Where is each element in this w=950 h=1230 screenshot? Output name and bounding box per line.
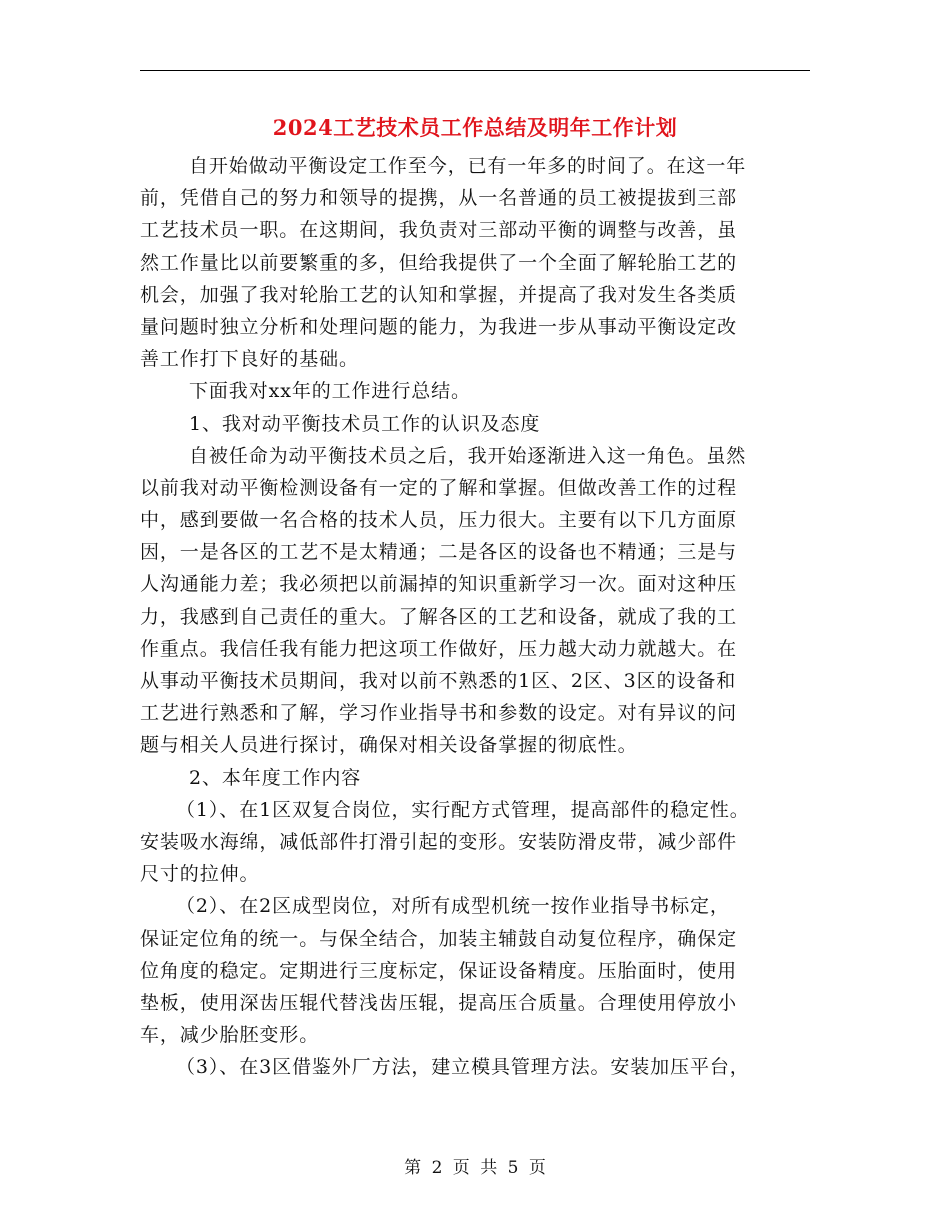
paragraph-line: 善工作打下良好的基础。 — [140, 348, 359, 371]
paragraph-line: 尺寸的拉伸。 — [140, 863, 260, 886]
paragraph-line: 中，感到要做一名合格的技术人员，压力很大。主要有以下几方面原 — [140, 509, 738, 532]
document-title: 2024工艺技术员工作总结及明年工作计划 — [272, 115, 678, 140]
paragraph-line: 工艺进行熟悉和了解，学习作业指导书和参数的设定。对有异议的问 — [140, 702, 738, 725]
paragraph-line: 量问题时独立分析和处理问题的能力，为我进一步从事动平衡设定改 — [140, 315, 738, 338]
paragraph-line: （2）、在2区成型岗位，对所有成型机统一按作业指导书标定， — [176, 895, 730, 918]
paragraph-line: 从事动平衡技术员期间，我对以前不熟悉的1区、2区、3区的设备和 — [140, 670, 737, 692]
paragraph-line: 工艺技术员一职。在这期间，我负责对三部动平衡的调整与改善，虽 — [140, 219, 738, 242]
paragraph-line: 保证定位角的统一。与保全结合，加装主辅鼓自动复位程序，确保定 — [140, 927, 738, 950]
paragraph-line: 前，凭借自己的努力和领导的提携，从一名普通的员工被提拔到三部 — [140, 187, 738, 210]
paragraph-line: （3）、在3区借鉴外厂方法，建立模具管理方法。安装加压平台， — [176, 1056, 750, 1079]
paragraph-line: 车，减少胎胚变形。 — [140, 1024, 320, 1047]
paragraph-line: 机会，加强了我对轮胎工艺的认知和掌握，并提高了我对发生各类质 — [140, 283, 738, 306]
paragraph-line: 因，一是各区的工艺不是太精通；二是各区的设备也不精通；三是与 — [140, 541, 738, 564]
paragraph-line: 下面我对xx年的工作进行总结。 — [189, 380, 471, 403]
paragraph-line: （1）、在1区双复合岗位，实行配方式管理，提高部件的稳定性。 — [176, 798, 750, 821]
document-body — [140, 150, 820, 1083]
paragraph-line: 以前我对动平衡检测设备有一定的了解和掌握。但做改善工作的过程 — [140, 476, 738, 499]
paragraph-line: 然工作量比以前要繁重的多，但给我提供了一个全面了解轮胎工艺的 — [140, 251, 738, 274]
paragraph-line: 自被任命为动平衡技术员之后，我开始逐渐进入这一角色。虽然 — [189, 444, 747, 467]
paragraph-line: 安装吸水海绵，减低部件打滑引起的变形。安装防滑皮带，减少部件 — [140, 830, 738, 853]
paragraph-line: 自开始做动平衡设定工作至今，已有一年多的时间了。在这一年 — [189, 155, 747, 177]
paragraph-line: 题与相关人员进行探讨，确保对相关设备掌握的彻底性。 — [140, 734, 638, 757]
paragraph-line: 作重点。我信任我有能力把这项工作做好，压力越大动力就越大。在 — [140, 637, 738, 660]
paragraph-line: 垫板，使用深齿压辊代替浅齿压辊，提高压合质量。合理使用停放小 — [140, 991, 738, 1014]
header-rule — [140, 70, 810, 71]
page-number: 第 2 页 共 5 页 — [404, 1158, 546, 1178]
paragraph-line: 位角度的稳定。定期进行三度标定，保证设备精度。压胎面时，使用 — [140, 959, 738, 982]
paragraph-line: 人沟通能力差；我必须把以前漏掉的知识重新学习一次。面对这种压 — [140, 573, 738, 596]
paragraph-line: 力，我感到自己责任的重大。了解各区的工艺和设备，就成了我的工 — [140, 605, 738, 628]
section-heading: 1、我对动平衡技术员工作的认识及态度 — [189, 412, 541, 435]
section-heading: 2、本年度工作内容 — [189, 766, 362, 789]
